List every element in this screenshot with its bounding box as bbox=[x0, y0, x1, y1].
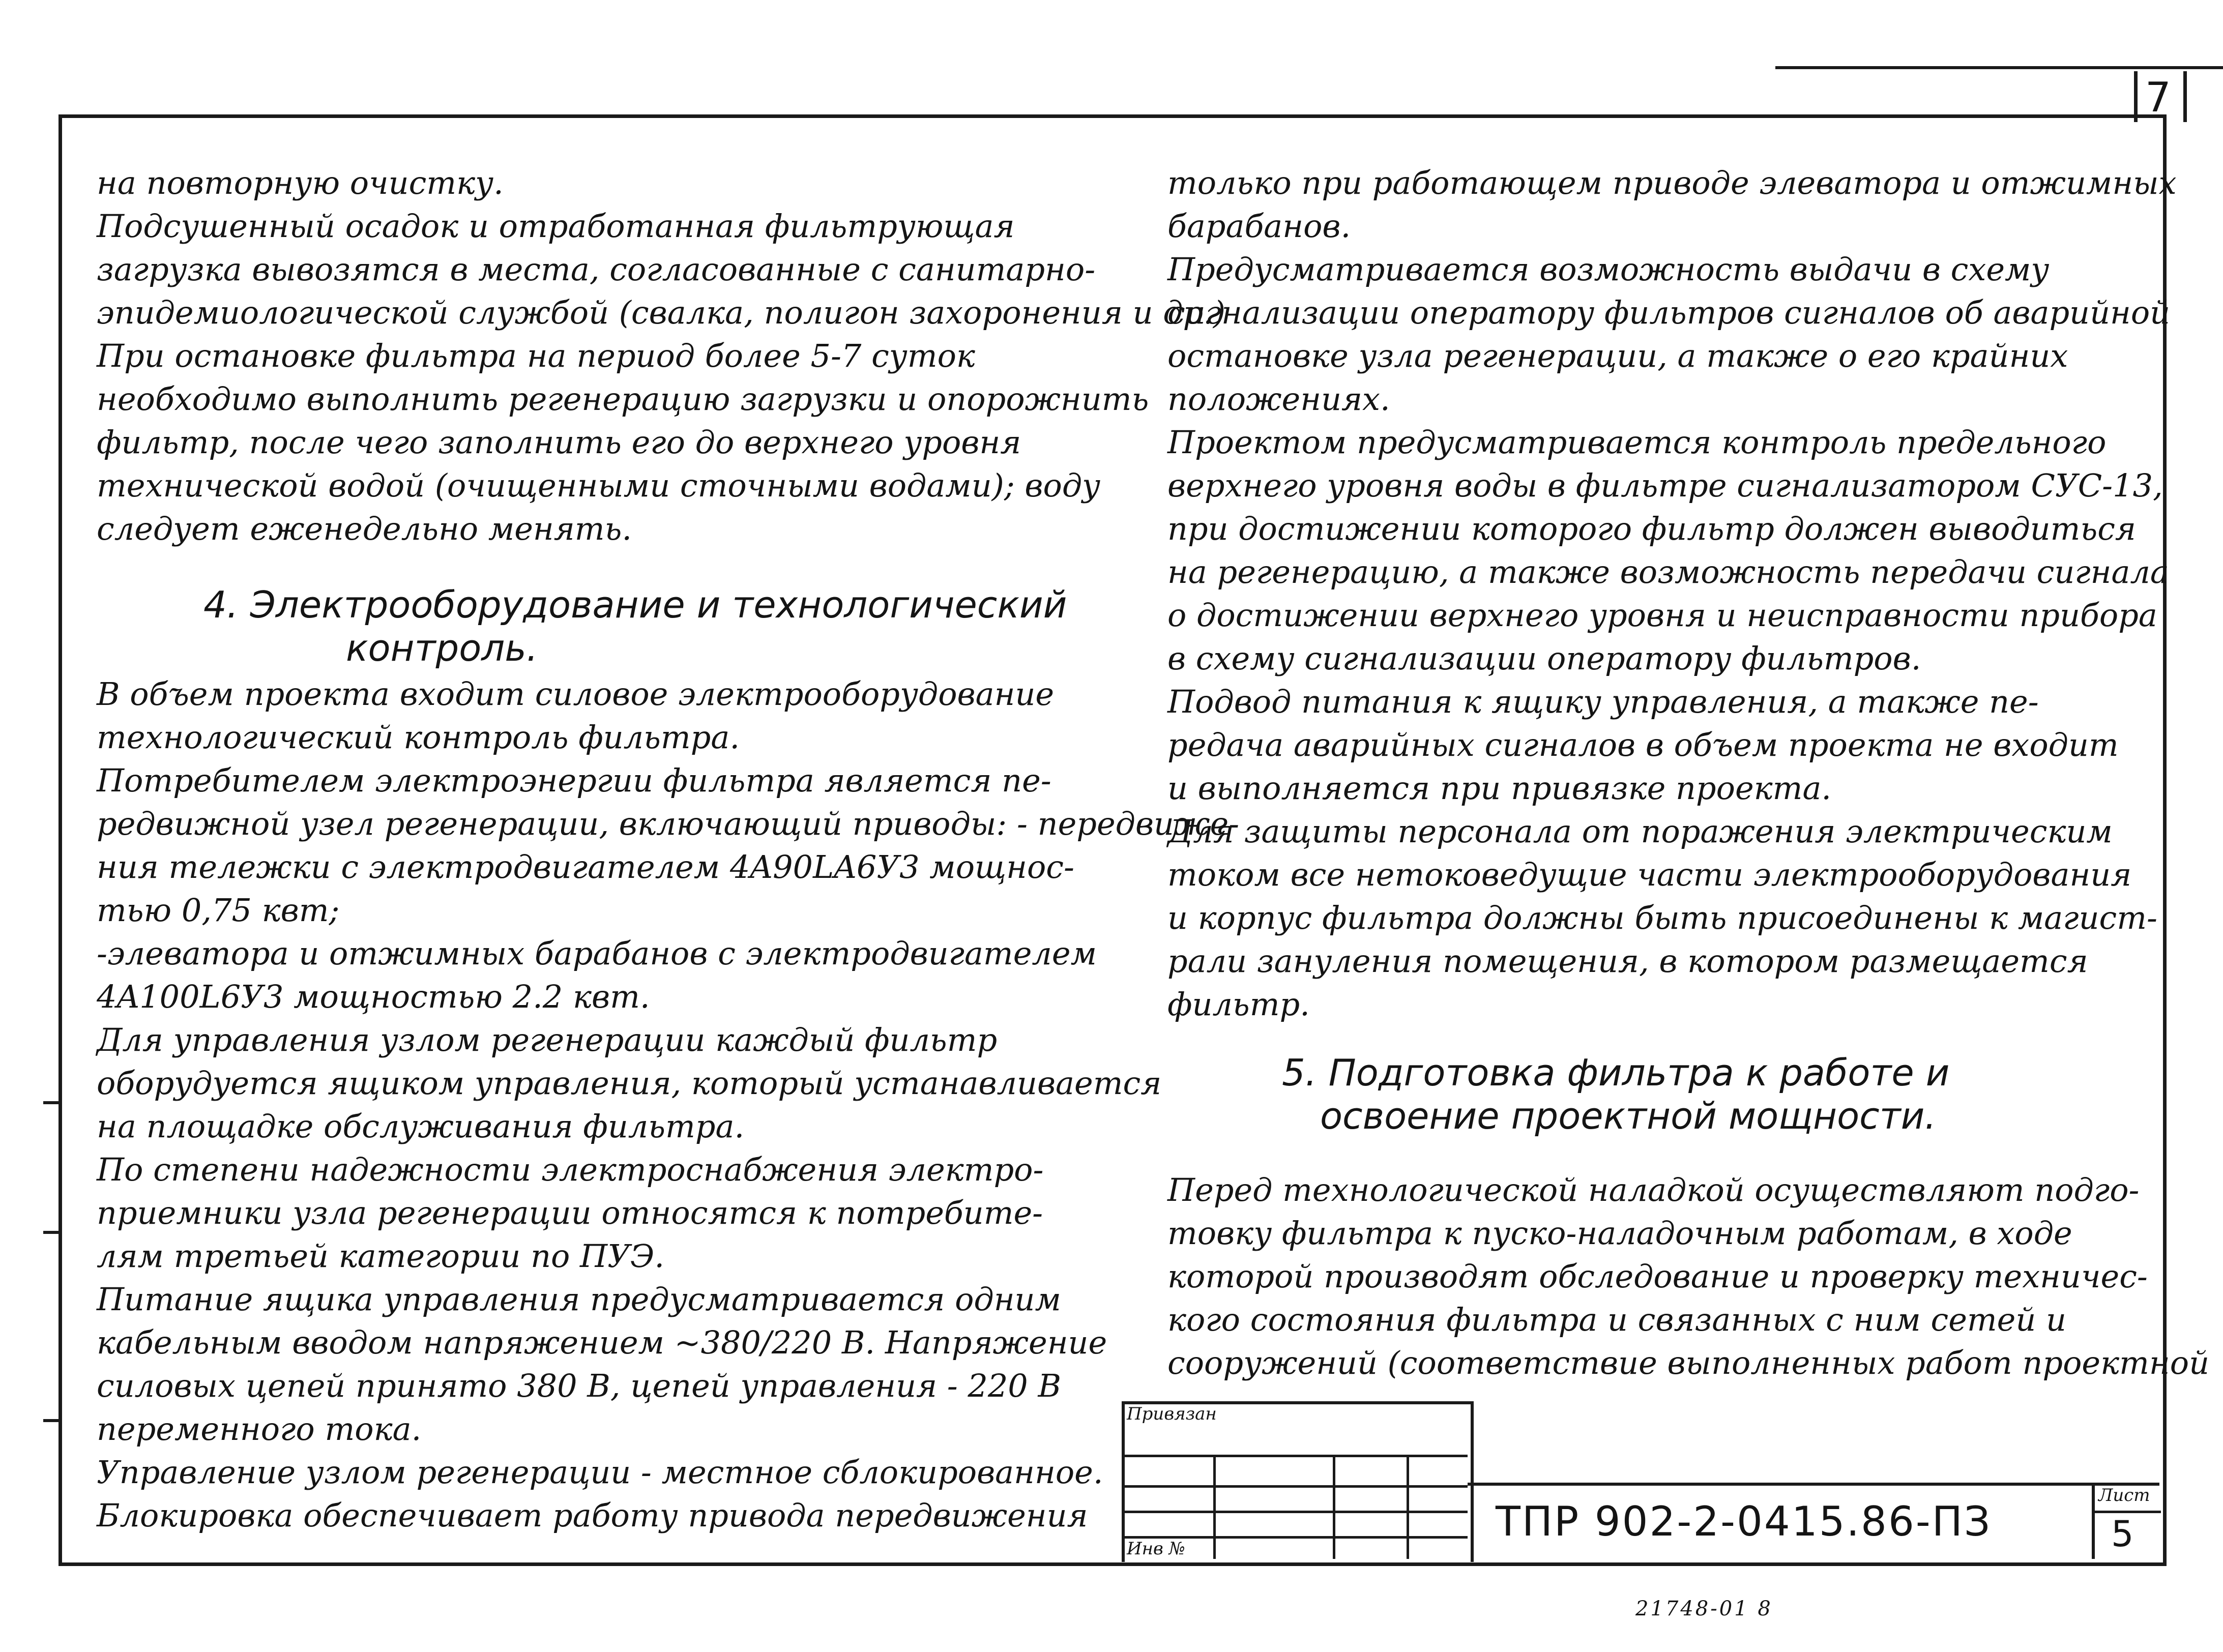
text-line: только при работающем приводе элеватора и отжимных bbox=[1167, 164, 2177, 201]
text-line: рали зануления помещения, в котором размещается bbox=[1167, 942, 2088, 980]
text-line: Для защиты персонала от поражения электрическим bbox=[1167, 813, 2113, 850]
stamp-divider bbox=[1213, 1455, 1216, 1559]
text-line: В объем проекта входит силовое электрооборудование bbox=[97, 675, 1055, 713]
text-line: силовых цепей принято 380 В, цепей управления - 220 В bbox=[97, 1367, 1062, 1404]
text-line: которой производят обследование и проверку техничес- bbox=[1167, 1258, 2148, 1295]
stamp-divider bbox=[1333, 1455, 1335, 1559]
text-line: Перед технологической наладкой осуществляют подго- bbox=[1167, 1171, 2140, 1208]
margin-tick bbox=[43, 1101, 61, 1104]
text-line: и выполняется при привязке проекта. bbox=[1167, 770, 1832, 807]
text-line: фильтр, после чего заполнить его до верхнего уровня bbox=[97, 424, 1021, 461]
text-line: технологический контроль фильтра. bbox=[97, 719, 740, 756]
title-block-rule bbox=[1468, 1483, 2159, 1486]
text-line: Подсушенный осадок и отработанная фильтрующая bbox=[97, 208, 1015, 245]
text-line: Проектом предусматривается контроль предельного bbox=[1167, 424, 2107, 461]
archive-number: 21748-01 8 bbox=[1635, 1597, 1773, 1620]
text-line: в схему сигнализации оператору фильтров. bbox=[1167, 640, 1921, 677]
text-line: и корпус фильтра должны быть присоединены к магист- bbox=[1167, 899, 2157, 936]
text-line: лям третьей категории по ПУЭ. bbox=[97, 1237, 665, 1275]
stamp-divider bbox=[1407, 1455, 1409, 1559]
bound-label: Привязан bbox=[1127, 1404, 1217, 1424]
text-line: загрузка вывозятся в места, согласованные с санитарно- bbox=[97, 251, 1096, 288]
text-line: сооружений (соответствие выполненных работ проектной bbox=[1167, 1344, 2210, 1381]
text-line: 4A100L6У3 мощностью 2.2 квт. bbox=[97, 978, 650, 1015]
text-line: ния тележки с электродвигателем 4A90LA6У3 мощнос- bbox=[97, 848, 1074, 886]
text-line: тью 0,75 квт; bbox=[97, 892, 340, 929]
text-line: эпидемиологической службой (свалка, полигон захоронения и др.) bbox=[97, 294, 1226, 331]
text-line: При остановке фильтра на период более 5-7 суток bbox=[97, 337, 975, 374]
stamp-rule bbox=[1125, 1455, 1468, 1457]
text-line: на повторную очистку. bbox=[97, 164, 504, 201]
document-code: ТПР 902-2-0415.86-ПЗ bbox=[1496, 1498, 1992, 1545]
text-line: Потребителем электроэнергии фильтра является пе- bbox=[97, 762, 1051, 799]
text-line: Питание ящика управления предусматривается одним bbox=[97, 1281, 1061, 1318]
section-4-heading: 4. Электрооборудование и технологический bbox=[203, 583, 1067, 626]
list-label: Лист bbox=[2098, 1485, 2150, 1506]
text-line: кого состояния фильтра и связанных с ним сетей и bbox=[1167, 1301, 2066, 1338]
sheet-number: 7 bbox=[2145, 74, 2171, 121]
inv-label: Инв № bbox=[1127, 1539, 1185, 1559]
text-line: Предусматривается возможность выдачи в схему bbox=[1167, 251, 2050, 288]
text-line: Подвод питания к ящику управления, а также пе- bbox=[1167, 683, 2039, 720]
section-5-heading-cont: освоение проектной мощности. bbox=[1320, 1095, 1937, 1137]
stamp-rule bbox=[1125, 1511, 1468, 1513]
stamp-rule bbox=[1125, 1485, 1468, 1488]
text-line: редвижной узел регенерации, включающий приводы: - передвиже- bbox=[97, 805, 1240, 842]
text-line: кабельным вводом напряжением ~380/220 В. Напряжение bbox=[97, 1324, 1107, 1361]
text-line: Для управления узлом регенерации каждый фильтр bbox=[97, 1021, 998, 1058]
text-line: технической водой (очищенными сточными водами); воду bbox=[97, 467, 1101, 504]
text-line: оборудуется ящиком управления, который устанавливается bbox=[97, 1065, 1162, 1102]
text-line: товку фильтра к пуско-наладочным работам, в ходе bbox=[1167, 1215, 2072, 1252]
text-line: приемники узла регенерации относятся к потребите- bbox=[97, 1194, 1043, 1231]
text-line: сигнализации оператору фильтров сигналов об аварийной bbox=[1167, 294, 2171, 331]
sheet-top-line bbox=[1775, 66, 2223, 69]
text-line: -элеватора и отжимных барабанов с электродвигателем bbox=[97, 935, 1097, 972]
text-line: барабанов. bbox=[1167, 208, 1351, 245]
text-line: верхнего уровня воды в фильтре сигнализатором СУС-13, bbox=[1167, 467, 2163, 504]
text-line: По степени надежности электроснабжения электро- bbox=[97, 1151, 1044, 1188]
text-line: положениях. bbox=[1167, 380, 1390, 418]
text-line: необходимо выполнить регенерацию загрузки и опорожнить bbox=[97, 380, 1149, 418]
text-line: следует еженедельно менять. bbox=[97, 510, 632, 547]
text-line: током все нетоковедущие части электрооборудования bbox=[1167, 856, 2132, 893]
text-line: Блокировка обеспечивает работу привода передвижения bbox=[97, 1497, 1088, 1534]
text-line: фильтр. bbox=[1167, 986, 1310, 1023]
text-line: переменного тока. bbox=[97, 1410, 422, 1448]
text-line: на регенерацию, а также возможность передачи сигнала bbox=[1167, 553, 2169, 591]
text-line: на площадке обслуживания фильтра. bbox=[97, 1108, 745, 1145]
text-line: при достижении которого фильтр должен выводиться bbox=[1167, 510, 2136, 547]
text-line: остановке узла регенерации, а также о его крайних bbox=[1167, 337, 2068, 374]
text-line: о достижении верхнего уровня и неисправности прибора bbox=[1167, 597, 2157, 634]
text-line: редача аварийных сигналов в объем проекта не входит bbox=[1167, 726, 2119, 763]
section-5-heading: 5. Подготовка фильтра к работе и bbox=[1282, 1051, 1950, 1094]
list-number: 5 bbox=[2111, 1513, 2134, 1555]
text-line: Управление узлом регенерации - местное сблокированное. bbox=[97, 1454, 1103, 1491]
margin-tick bbox=[43, 1231, 61, 1234]
margin-tick bbox=[43, 1419, 61, 1422]
section-4-heading-cont: контроль. bbox=[346, 627, 538, 669]
